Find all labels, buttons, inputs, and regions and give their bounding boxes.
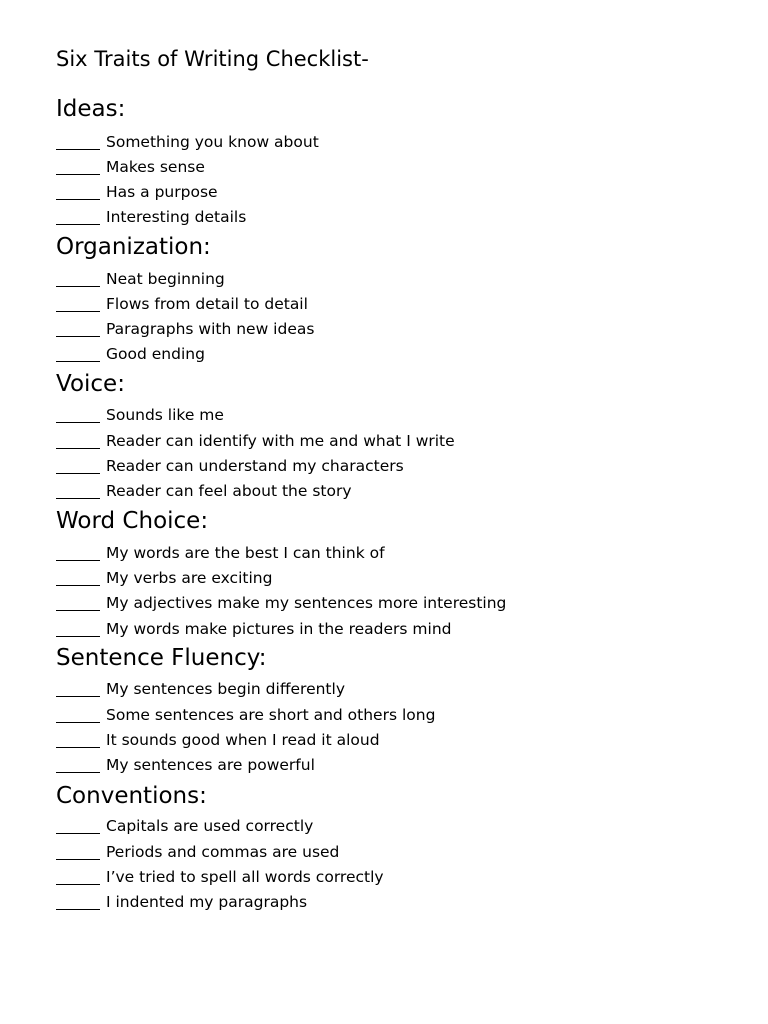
answer-blank[interactable] [56,427,100,449]
answer-blank[interactable] [56,477,100,499]
checklist-item-label: My words make pictures in the readers mind [106,620,452,638]
answer-blank[interactable] [56,726,100,748]
section-heading-conventions: Conventions: [56,783,207,809]
checklist-item [56,318,314,340]
answer-blank[interactable] [56,701,100,723]
checklist-item [56,156,205,178]
checklist-item-label: Periods and commas are used [106,843,340,861]
answer-blank[interactable] [56,315,100,337]
answer-blank[interactable] [56,539,100,561]
checklist-item-label: My sentences are powerful [106,756,315,774]
answer-blank[interactable] [56,452,100,474]
answer-blank[interactable] [56,564,100,586]
checklist-item [56,268,225,290]
section-heading-sentence-fluency: Sentence Fluency: [56,645,267,671]
checklist-item [56,404,224,426]
checklist-item [56,181,218,203]
section-heading-ideas: Ideas: [56,96,126,122]
checklist-item-label: Reader can understand my characters [106,457,404,475]
checklist-item [56,430,455,452]
checklist-item-label: Has a purpose [106,183,218,201]
answer-blank[interactable] [56,751,100,773]
checklist-item-label: Good ending [106,345,205,363]
checklist-item-label: I indented my paragraphs [106,893,308,911]
answer-blank[interactable] [56,615,100,637]
checklist-item-label: Capitals are used correctly [106,817,314,835]
checklist-item-label: It sounds good when I read it aloud [106,731,380,749]
answer-blank[interactable] [56,340,100,362]
section-heading-word-choice: Word Choice: [56,508,209,534]
checklist-item [56,704,435,726]
checklist-item-label: Makes sense [106,158,205,176]
checklist-item [56,206,246,228]
checklist-item [56,343,205,365]
answer-blank[interactable] [56,401,100,423]
checklist-item-label: My sentences begin differently [106,680,345,698]
answer-blank[interactable] [56,863,100,885]
checklist-item-label: Reader can identify with me and what I write [106,432,455,450]
checklist-item [56,678,345,700]
checklist-item-label: Interesting details [106,208,247,226]
checklist-item-label: Neat beginning [106,270,225,288]
answer-blank[interactable] [56,675,100,697]
checklist-item [56,815,313,837]
checklist-item-label: Something you know about [106,133,319,151]
checklist-item [56,480,352,502]
answer-blank[interactable] [56,178,100,200]
checklist-item [56,567,272,589]
checklist-item [56,293,308,315]
answer-blank[interactable] [56,838,100,860]
checklist-item [56,542,385,564]
answer-blank[interactable] [56,203,100,225]
page-title: Six Traits of Writing Checklist- [56,47,369,71]
checklist-item-label: Paragraphs with new ideas [106,320,315,338]
checklist-item-label: I’ve tried to spell all words correctly [106,868,384,886]
answer-blank[interactable] [56,128,100,150]
checklist-item [56,455,404,477]
checklist-item-label: My verbs are exciting [106,569,273,587]
checklist-item-label: Some sentences are short and others long [106,706,436,724]
checklist-item-label: My words are the best I can think of [106,544,385,562]
answer-blank[interactable] [56,265,100,287]
answer-blank[interactable] [56,888,100,910]
section-heading-voice: Voice: [56,371,125,397]
checklist-item [56,618,452,640]
answer-blank[interactable] [56,589,100,611]
checklist-item-label: My adjectives make my sentences more interesting [106,594,507,612]
checklist-item [56,754,315,776]
checklist-item [56,592,506,614]
section-heading-organization: Organization: [56,234,211,260]
checklist-item [56,891,307,913]
checklist-item-label: Flows from detail to detail [106,295,308,313]
answer-blank[interactable] [56,812,100,834]
checklist-item-label: Sounds like me [106,406,224,424]
checklist-item [56,866,384,888]
answer-blank[interactable] [56,290,100,312]
checklist-item [56,729,380,751]
checklist-item [56,131,319,153]
answer-blank[interactable] [56,153,100,175]
checklist-item [56,841,339,863]
checklist-item-label: Reader can feel about the story [106,482,352,500]
